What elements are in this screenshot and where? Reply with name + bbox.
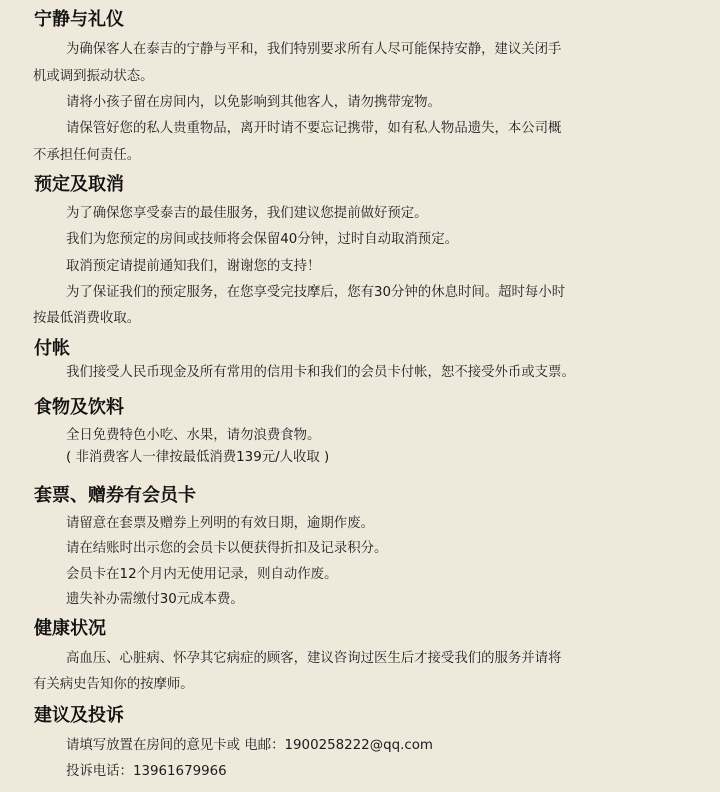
paragraph-line: 机或调到振动状态。: [33, 69, 154, 84]
section-title: 宁静与礼仪: [34, 9, 124, 30]
paragraph-line: 我们为您预定的房间或技师将会保留40分钟，过时自动取消预定。: [66, 232, 458, 247]
paragraph-line: ( 非消费客人一律按最低消费139元/人收取 ): [66, 450, 330, 465]
paragraph-line: 为了保证我们的预定服务，在您享受完技摩后，您有30分钟的休息时间。超时每小时: [66, 285, 566, 300]
paragraph-line: 高血压、心脏病、怀孕其它病症的顾客，建议咨询过医生后才接受我们的服务并请将: [66, 651, 562, 666]
paragraph-line: 为确保客人在泰吉的宁静与平和，我们特别要求所有人尽可能保持安静，建议关闭手: [66, 42, 562, 57]
section-title: 食物及饮料: [34, 397, 124, 418]
section-title: 预定及取消: [34, 174, 124, 195]
paragraph-line: 为了确保您享受泰吉的最佳服务，我们建议您提前做好预定。: [66, 206, 428, 221]
paragraph-line: 请留意在套票及赠券上列明的有效日期，逾期作废。: [66, 516, 374, 531]
paragraph-line: 会员卡在12个月内无使用记录，则自动作废。: [66, 567, 338, 582]
section-title: 付帐: [34, 338, 70, 359]
paragraph-line: 全日免费特色小吃、水果，请勿浪费食物。: [66, 428, 321, 443]
paragraph-line: 不承担任何责任。: [33, 148, 141, 163]
paragraph-line: 按最低消费收取。: [33, 311, 141, 326]
section-title: 套票、赠券有会员卡: [34, 485, 196, 506]
paragraph-line: 请在结账时出示您的会员卡以便获得折扣及记录积分。: [66, 541, 388, 556]
contact-email-line: 请填写放置在房间的意见卡或 电邮：1900258222@qq.com: [66, 738, 433, 753]
paragraph-line: 请将小孩子留在房间内，以免影响到其他客人，请勿携带宠物。: [66, 95, 441, 110]
paragraph-line: 有关病史告知你的按摩师。: [33, 677, 194, 692]
complaint-phone-line: 投诉电话：13961679966: [66, 764, 227, 779]
paragraph-line: 遗失补办需缴付30元成本费。: [66, 592, 244, 607]
paragraph-line: 我们接受人民币现金及所有常用的信用卡和我们的会员卡付帐，恕不接受外币或支票。: [66, 365, 575, 380]
paragraph-line: 请保管好您的私人贵重物品，离开时请不要忘记携带，如有私人物品遗失，本公司概: [66, 121, 562, 136]
section-title: 健康状况: [34, 618, 106, 639]
section-title: 建议及投诉: [34, 705, 124, 726]
paragraph-line: 取消预定请提前通知我们，谢谢您的支持！: [66, 259, 321, 274]
